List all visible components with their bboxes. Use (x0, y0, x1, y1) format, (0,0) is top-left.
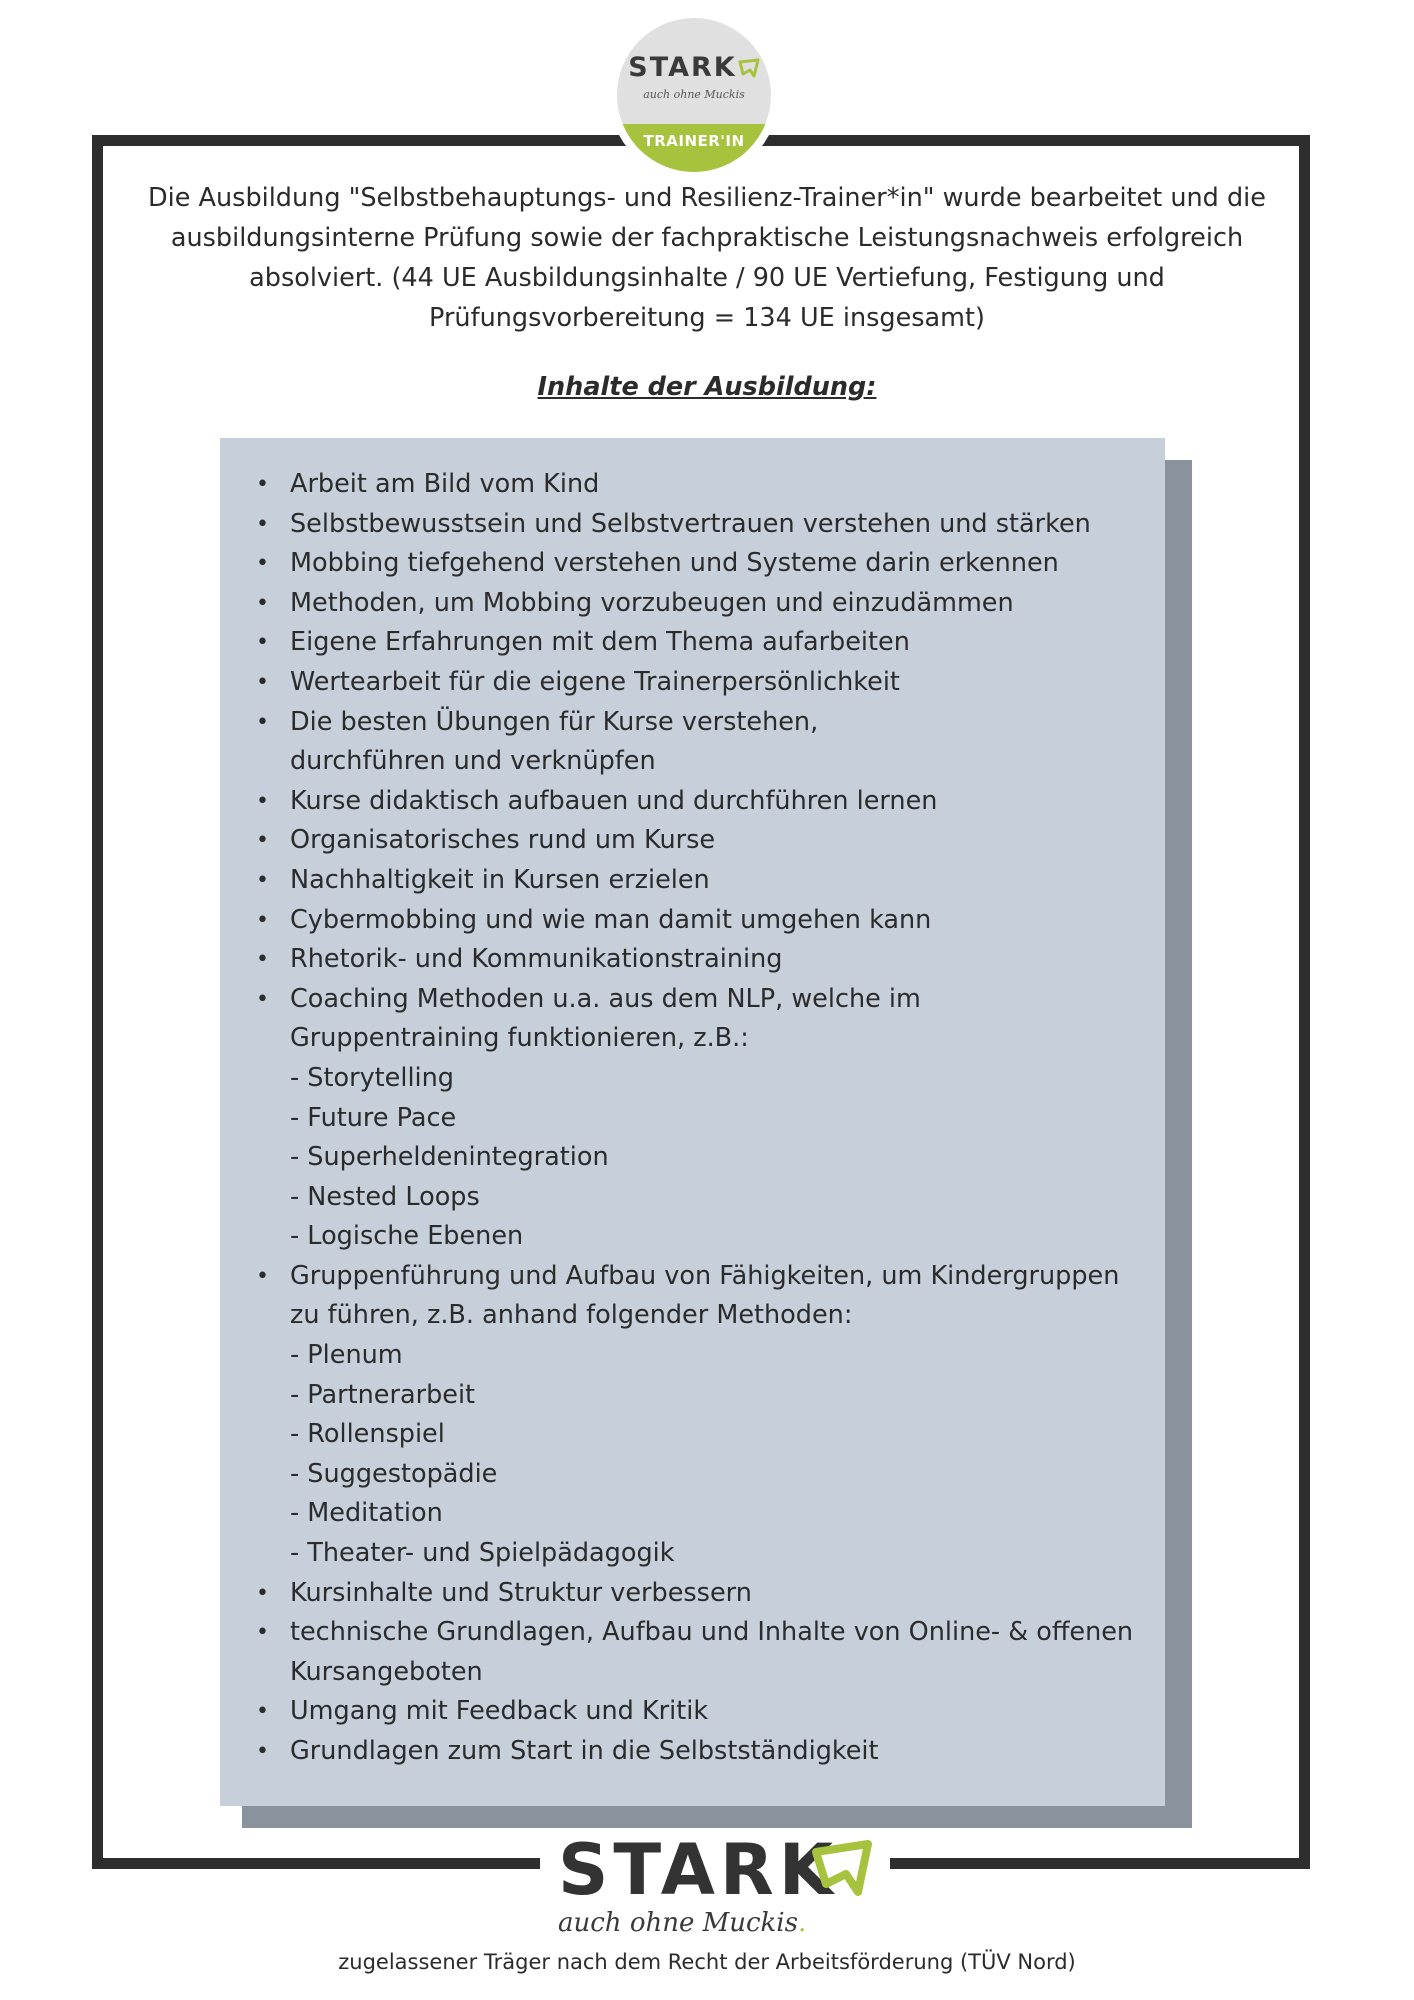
badge-logo (617, 52, 771, 83)
stark-arrow-icon (738, 58, 760, 78)
list-item-line: Organisatorisches rund um Kurse (290, 825, 716, 856)
bullet-icon: • (256, 511, 269, 537)
bullet-icon: • (256, 986, 269, 1012)
list-item-line: Wertearbeit für die eigene Trainerpersönlichkeit (290, 666, 900, 697)
list-item-line: Die besten Übungen für Kurse verstehen, (290, 706, 819, 737)
list-item (250, 465, 1150, 505)
list-item-line: - Plenum (290, 1340, 403, 1371)
bullet-icon: • (256, 669, 269, 695)
list-item-line: Kurse didaktisch aufbauen und durchführen lernen (290, 785, 938, 816)
list-item-line: - Storytelling (290, 1062, 454, 1093)
list-item-line: Eigene Erfahrungen mit dem Thema aufarbeiten (290, 627, 910, 658)
list-item-line: Rhetorik- und Kommunikationstraining (290, 944, 783, 975)
list-item-line: Gruppenführung und Aufbau von Fähigkeiten, um Kindergruppen (290, 1260, 1120, 1291)
stark-logo (540, 1828, 890, 1946)
logo-tagline: auch ohne Muckis. (558, 1908, 807, 1938)
list-item-line: Gruppentraining funktionieren, z.B.: (290, 1023, 749, 1054)
list-item-line: technische Grundlagen, Aufbau und Inhalte von Online- & offenen (290, 1617, 1134, 1648)
bullet-icon: • (256, 788, 269, 814)
bullet-icon: • (256, 630, 269, 656)
list-item-line: - Future Pace (290, 1102, 457, 1133)
bullet-icon: • (256, 828, 269, 854)
bullet-icon: • (256, 1263, 269, 1289)
badge-label: TRAINER'IN (643, 132, 745, 150)
bullet-icon: • (256, 1580, 269, 1606)
list-item-line: Methoden, um Mobbing vorzubeugen und einzudämmen (290, 587, 1014, 618)
list-item-line: Cybermobbing und wie man damit umgehen kann (290, 904, 932, 935)
list-item-line: - Meditation (290, 1498, 443, 1529)
logo-wordmark: STARK (558, 1829, 839, 1911)
list-item-line: Selbstbewusstsein und Selbstvertrauen verstehen und stärken (290, 508, 1091, 539)
list-item (250, 1613, 1150, 1692)
list-item (250, 584, 1150, 624)
bullet-icon: • (256, 590, 269, 616)
intro-paragraph: Die Ausbildung "Selbstbehauptungs- und Resilienz-Trainer*in" wurde bearbeitet und die ausbildungsinterne Prüfung sowie der fachpraktische Leistungsnachweis erfolgreich absolviert. (44 UE Ausbildungsinhalte / 90 UE Vertiefung, Festigung und Prüfungsvorbereitung = 134 UE insgesamt) (148, 183, 1266, 333)
list-item (250, 940, 1150, 980)
list-item-line: - Suggestopädie (290, 1458, 498, 1489)
list-item (250, 703, 1150, 782)
list-item (250, 544, 1150, 584)
list-item-line: Coaching Methoden u.a. aus dem NLP, welche im (290, 983, 921, 1014)
list-item (250, 663, 1150, 703)
badge-band (617, 124, 771, 172)
list-item (250, 1692, 1150, 1732)
bullet-icon: • (256, 907, 269, 933)
list-item (250, 980, 1150, 1257)
list-item-line: Arbeit am Bild vom Kind (290, 469, 600, 499)
list-item-line: - Superheldenintegration (290, 1142, 609, 1173)
bullet-icon: • (256, 709, 269, 735)
bullet-icon: • (256, 1699, 269, 1725)
list-item (250, 861, 1150, 901)
list-item-line: - Logische Ebenen (290, 1221, 524, 1252)
list-item-line: - Nested Loops (290, 1181, 480, 1212)
list-item (250, 821, 1150, 861)
list-item-line: - Rollenspiel (290, 1419, 445, 1450)
stark-arrow-icon (810, 1838, 874, 1898)
badge-tagline: auch ohne Muckis (643, 88, 745, 101)
bullet-icon: • (256, 472, 269, 497)
list-item (250, 1732, 1150, 1772)
list-item-line: - Partnerarbeit (290, 1379, 476, 1410)
list-item-line: durchführen und verknüpfen (290, 746, 656, 777)
list-item-line: Kursinhalte und Struktur verbessern (290, 1577, 752, 1608)
list-item (250, 505, 1150, 545)
list-item (250, 1574, 1150, 1614)
bullet-icon: • (256, 1739, 269, 1764)
bullet-icon: • (256, 947, 269, 973)
content-list (250, 465, 1150, 1772)
trainer-badge (617, 18, 771, 172)
bullet-icon: • (256, 551, 269, 577)
list-item-line: Nachhaltigkeit in Kursen erzielen (290, 864, 710, 895)
list-item (250, 782, 1150, 822)
list-item (250, 1257, 1150, 1574)
badge-logo-text: STARK (628, 52, 737, 83)
list-item-line: zu führen, z.B. anhand folgender Methoden: (290, 1300, 853, 1331)
bullet-icon: • (256, 1620, 269, 1646)
list-item-line: - Theater- und Spielpädagogik (290, 1538, 675, 1569)
list-item (250, 623, 1150, 663)
section-heading: Inhalte der Ausbildung: (537, 372, 877, 402)
list-item (250, 901, 1150, 941)
list-item-line: Grundlagen zum Start in die Selbstständigkeit (290, 1736, 879, 1766)
list-item-line: Umgang mit Feedback und Kritik (290, 1696, 709, 1727)
footer-text: zugelassener Träger nach dem Recht der Arbeitsförderung (TÜV Nord) (338, 1950, 1076, 1974)
bullet-icon: • (256, 867, 269, 893)
list-item-line: Mobbing tiefgehend verstehen und Systeme darin erkennen (290, 548, 1059, 579)
list-item-line: Kursangeboten (290, 1656, 483, 1687)
